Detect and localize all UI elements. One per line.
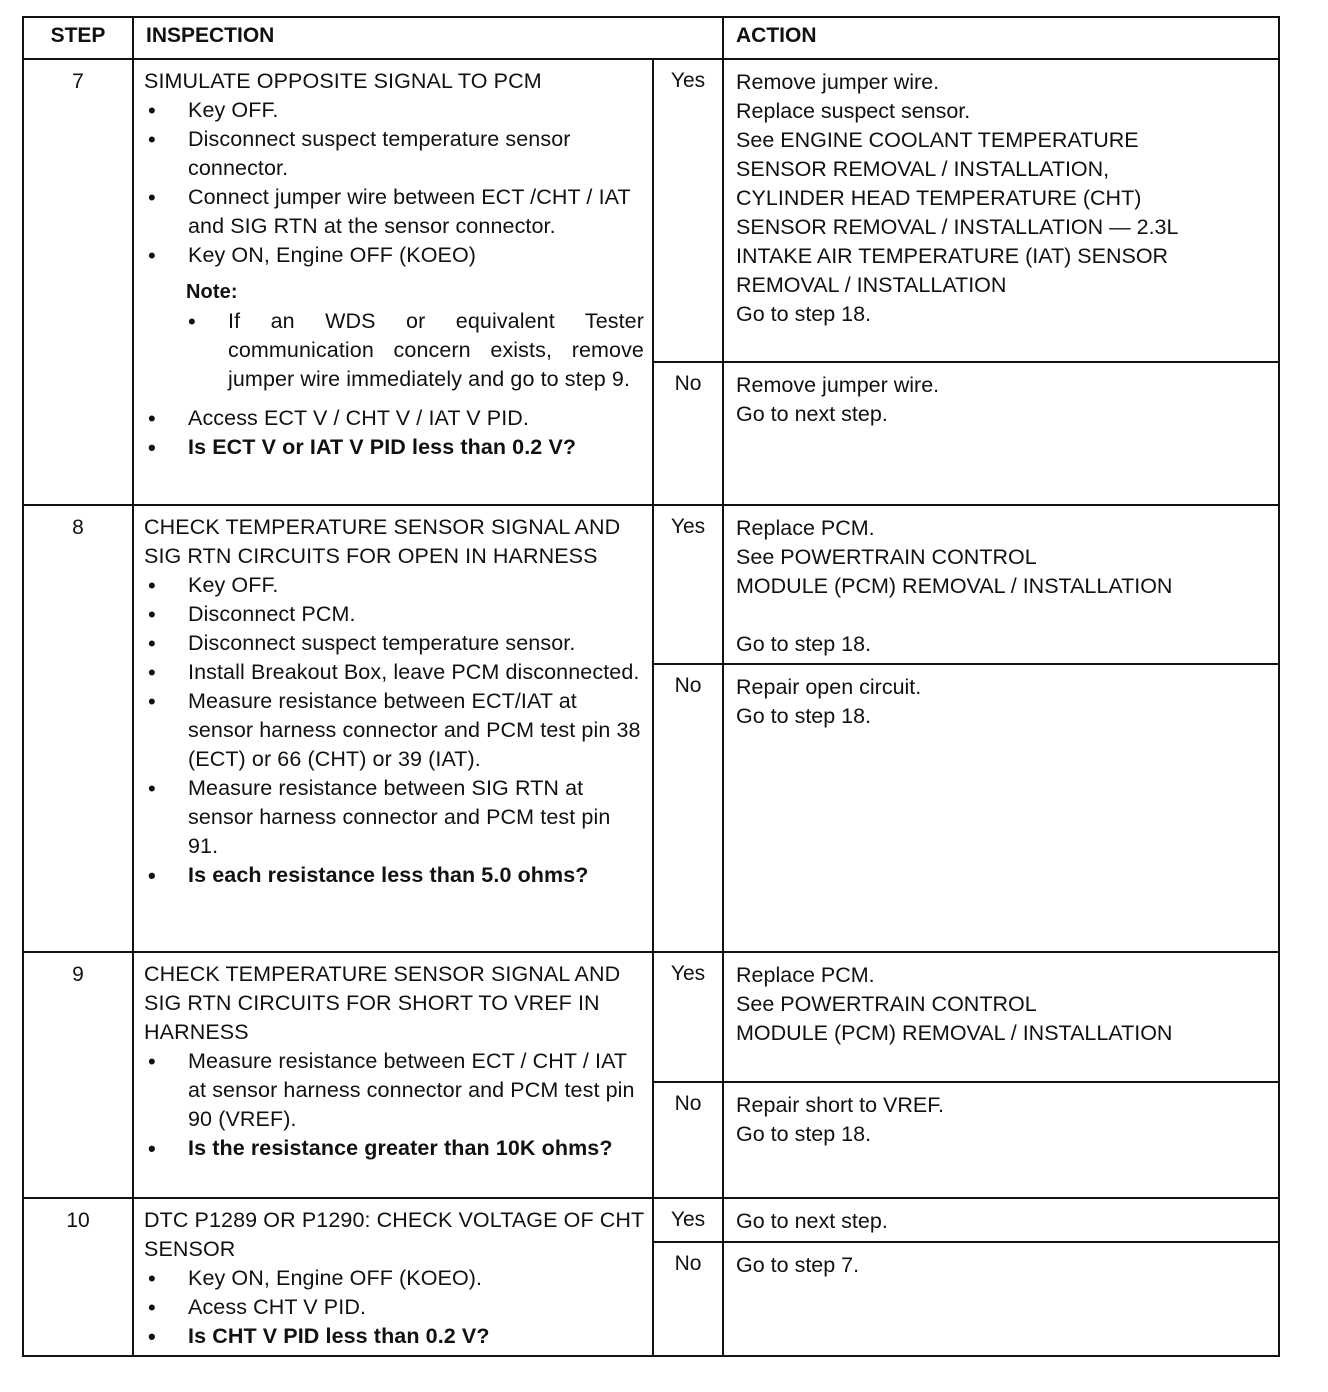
step-10 bbox=[23, 1198, 1279, 1356]
bullet-item: • Measure resistance between SIG RTN at sensor harness connector and PCM test pin 91. bbox=[144, 774, 644, 861]
bullet-item: • Key ON, Engine OFF (KOEO) bbox=[144, 241, 644, 270]
inspection-bullets bbox=[144, 571, 644, 890]
bullet-item: • Measure resistance between ECT / CHT / IAT at sensor harness connector and PCM test pin 90 (VREF). bbox=[144, 1047, 644, 1134]
action-line: REMOVAL / INSTALLATION bbox=[736, 273, 1007, 297]
bullet-item: • Key ON, Engine OFF (KOEO). bbox=[144, 1264, 644, 1293]
action-line: MODULE (PCM) REMOVAL / INSTALLATION bbox=[736, 574, 1173, 598]
diagnostic-table-sheet bbox=[22, 16, 1280, 1357]
note-item: • If an WDS or equivalent Tester communication concern exists, remove jumper wire immediately and go to step 9. bbox=[186, 307, 644, 394]
bullet-item: • Access ECT V / CHT V / IAT V PID. bbox=[144, 404, 644, 433]
action-line: Repair short to VREF. bbox=[736, 1093, 944, 1117]
action-line: CYLINDER HEAD TEMPERATURE (CHT) bbox=[736, 186, 1142, 210]
action-line: Remove jumper wire. bbox=[736, 373, 940, 397]
action-line: Go to next step. bbox=[736, 402, 888, 426]
action-line bbox=[736, 601, 1270, 630]
inspection-question: • Is CHT V PID less than 0.2 V? bbox=[144, 1322, 644, 1351]
action-line: Remove jumper wire. bbox=[736, 70, 940, 94]
header-inspection: INSPECTION bbox=[133, 17, 723, 59]
action-yes bbox=[723, 952, 1279, 1082]
note-block bbox=[186, 278, 644, 394]
bullet-item: • Connect jumper wire between ECT /CHT / IAT and SIG RTN at the sensor connector. bbox=[144, 183, 644, 241]
action-yes bbox=[723, 1198, 1279, 1242]
inspection-cell bbox=[133, 59, 653, 505]
note-bullets bbox=[186, 307, 644, 394]
action-line: Go to step 18. bbox=[736, 704, 872, 728]
bullet-item: • Key OFF. bbox=[144, 571, 644, 600]
inspection-bullets-after bbox=[144, 404, 644, 462]
action-no bbox=[723, 1082, 1279, 1198]
action-line: See POWERTRAIN CONTROL bbox=[736, 992, 1037, 1016]
action-line: SENSOR REMOVAL / INSTALLATION, bbox=[736, 157, 1110, 181]
header-row bbox=[23, 17, 1279, 59]
step-number: 7 bbox=[23, 59, 133, 505]
action-no bbox=[723, 362, 1279, 505]
bullet-item: • Measure resistance between ECT/IAT at sensor harness connector and PCM test pin 38 (ECT) or 66 (CHT) or 39 (IAT). bbox=[144, 687, 644, 774]
action-line: MODULE (PCM) REMOVAL / INSTALLATION bbox=[736, 1021, 1173, 1045]
action-yes bbox=[723, 59, 1279, 362]
action-line: Repair open circuit. bbox=[736, 675, 922, 699]
step-number: 8 bbox=[23, 505, 133, 952]
bullet-item: • Acess CHT V PID. bbox=[144, 1293, 644, 1322]
bullet-item: • Disconnect PCM. bbox=[144, 600, 644, 629]
action-line: Go to step 18. bbox=[736, 1122, 872, 1146]
inspection-question: • Is ECT V or IAT V PID less than 0.2 V? bbox=[144, 433, 644, 462]
answer-no: No bbox=[653, 664, 723, 952]
inspection-bullets bbox=[144, 1047, 644, 1163]
action-yes bbox=[723, 505, 1279, 664]
action-line: Replace PCM. bbox=[736, 963, 875, 987]
header-step: STEP bbox=[23, 17, 133, 59]
action-line: Go to step 18. bbox=[736, 632, 872, 656]
step-number: 9 bbox=[23, 952, 133, 1198]
step-9 bbox=[23, 952, 1279, 1198]
action-line: Go to step 18. bbox=[736, 302, 872, 326]
action-line: SENSOR REMOVAL / INSTALLATION — 2.3L bbox=[736, 215, 1179, 239]
action-line: See ENGINE COOLANT TEMPERATURE bbox=[736, 128, 1139, 152]
step-8 bbox=[23, 505, 1279, 952]
action-no bbox=[723, 1242, 1279, 1356]
step-7 bbox=[23, 59, 1279, 505]
action-line: Replace suspect sensor. bbox=[736, 99, 971, 123]
answer-no: No bbox=[653, 1082, 723, 1198]
inspection-question: • Is each resistance less than 5.0 ohms? bbox=[144, 861, 644, 890]
bullet-item: • Key OFF. bbox=[144, 96, 644, 125]
bullet-item: • Disconnect suspect temperature sensor connector. bbox=[144, 125, 644, 183]
inspection-bullets bbox=[144, 96, 644, 270]
answer-yes: Yes bbox=[653, 505, 723, 664]
action-no bbox=[723, 664, 1279, 952]
answer-yes: Yes bbox=[653, 1198, 723, 1242]
inspection-cell bbox=[133, 1198, 653, 1356]
inspection-title: DTC P1289 OR P1290: CHECK VOLTAGE OF CHT SENSOR bbox=[144, 1208, 644, 1261]
header-action: ACTION bbox=[723, 17, 1279, 59]
answer-no: No bbox=[653, 1242, 723, 1356]
inspection-cell bbox=[133, 505, 653, 952]
action-line: Go to next step. bbox=[736, 1209, 888, 1233]
inspection-question: • Is the resistance greater than 10K ohms? bbox=[144, 1134, 644, 1163]
answer-yes: Yes bbox=[653, 59, 723, 362]
action-line: INTAKE AIR TEMPERATURE (IAT) SENSOR bbox=[736, 244, 1169, 268]
action-line: Go to step 7. bbox=[736, 1252, 860, 1277]
answer-no: No bbox=[653, 362, 723, 505]
action-line: See POWERTRAIN CONTROL bbox=[736, 545, 1037, 569]
bullet-item: • Disconnect suspect temperature sensor. bbox=[144, 629, 644, 658]
inspection-cell bbox=[133, 952, 653, 1198]
inspection-title: SIMULATE OPPOSITE SIGNAL TO PCM bbox=[144, 69, 542, 93]
step-number: 10 bbox=[23, 1198, 133, 1356]
action-line: Replace PCM. bbox=[736, 516, 875, 540]
answer-yes: Yes bbox=[653, 952, 723, 1082]
inspection-bullets bbox=[144, 1264, 644, 1351]
diagnostic-table bbox=[22, 16, 1280, 1357]
bullet-item: • Install Breakout Box, leave PCM disconnected. bbox=[144, 658, 644, 687]
inspection-title: CHECK TEMPERATURE SENSOR SIGNAL AND SIG RTN CIRCUITS FOR SHORT TO VREF IN HARNESS bbox=[144, 962, 621, 1044]
inspection-title: CHECK TEMPERATURE SENSOR SIGNAL AND SIG RTN CIRCUITS FOR OPEN IN HARNESS bbox=[144, 515, 621, 568]
note-label: Note: bbox=[186, 281, 238, 303]
